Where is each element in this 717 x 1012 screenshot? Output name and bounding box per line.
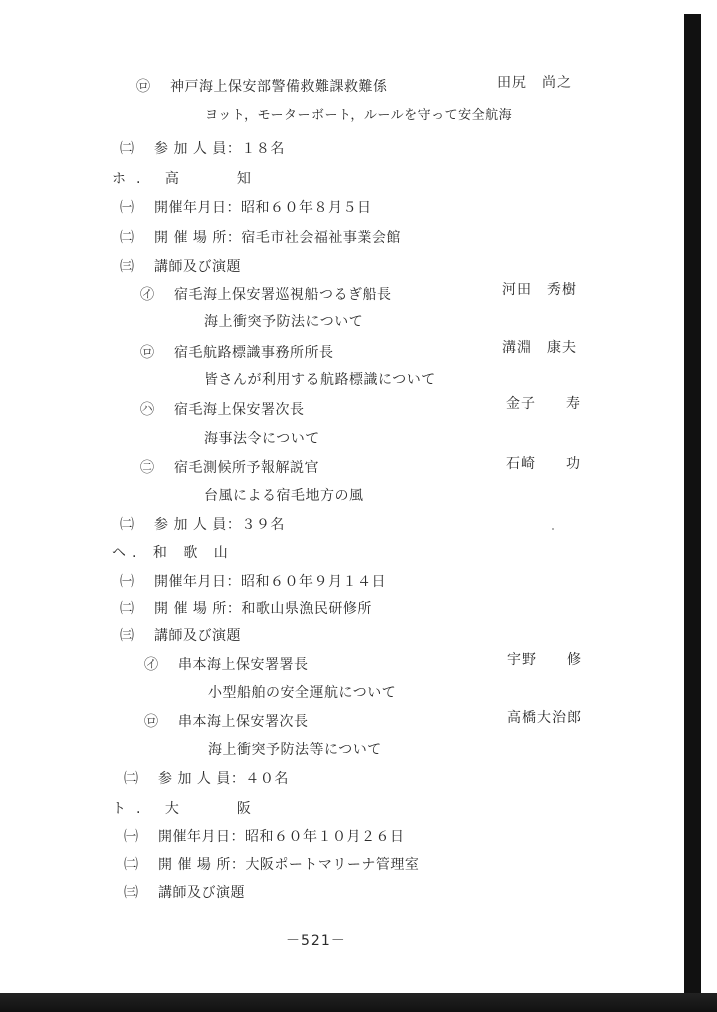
wakayama-date-line xyxy=(120,573,386,591)
date-text: 開催年月日：昭和６０年８月５日 xyxy=(154,200,372,216)
item-marker: ㋑ xyxy=(140,287,155,303)
item-marker: ㈠ xyxy=(124,829,139,845)
speaker-name: 河田 秀樹 xyxy=(502,282,577,298)
kochi-venue-line xyxy=(120,229,401,247)
item-marker: ㈡ xyxy=(124,771,139,787)
item-marker: ㈢ xyxy=(120,259,135,275)
osaka-lectures-line xyxy=(124,884,245,902)
speaker-title: 串本海上保安署署長 xyxy=(178,657,309,673)
wakayama-speaker-2 xyxy=(144,713,309,731)
date-text: 開催年月日：昭和６０年１０月２６日 xyxy=(158,829,405,845)
venue-text: 開 催 場 所：和歌山県漁民研修所 xyxy=(154,601,372,617)
speaker-title: 串本海上保安署次長 xyxy=(178,714,309,730)
section-heading-osaka: ト. 大 阪 xyxy=(112,801,261,817)
item-marker: ㈡ xyxy=(120,230,135,246)
lecture-topic: ヨット，モーターボート，ルールを守って安全航海 xyxy=(205,108,513,123)
speaker-title: 宿毛測候所予報解説官 xyxy=(174,460,319,476)
kochi-speaker-3 xyxy=(140,401,305,419)
item-marker: ㈠ xyxy=(120,574,135,590)
lecture-topic: 海事法令について xyxy=(204,431,320,447)
item-marker: ㈢ xyxy=(120,628,135,644)
item-marker: ㈡ xyxy=(124,857,139,873)
lectures-heading: 講師及び演題 xyxy=(158,885,245,901)
attendance-text: 参 加 人 員：１８名 xyxy=(154,141,285,157)
item-marker: ㊁ xyxy=(140,460,155,476)
attendance-text: 参 加 人 員：３９名 xyxy=(154,517,285,533)
item-marker: ㈢ xyxy=(124,885,139,901)
section-heading-wakayama: ヘ. 和 歌 山 xyxy=(112,545,234,561)
scan-edge-right xyxy=(684,14,701,1012)
lectures-heading: 講師及び演題 xyxy=(154,628,241,644)
scan-speck xyxy=(552,528,554,530)
lecture-topic: 海上衝突予防法等について xyxy=(208,742,382,758)
item-marker: ㈠ xyxy=(120,200,135,216)
speaker-name: 宇野 修 xyxy=(507,652,582,668)
scan-edge-bottom xyxy=(0,993,717,1012)
item-marker: ㈡ xyxy=(120,601,135,617)
venue-text: 開 催 場 所：宿毛市社会福祉事業会館 xyxy=(154,230,401,246)
speaker-title: 宿毛航路標識事務所所長 xyxy=(174,345,334,361)
lecture-topic: 台風による宿毛地方の風 xyxy=(204,488,364,504)
speaker-name: 高橋大治郎 xyxy=(507,710,582,726)
item-marker: ㋑ xyxy=(144,657,159,673)
item-marker: ㋺ xyxy=(136,79,151,95)
wakayama-venue-line xyxy=(120,600,372,618)
item-marker: ㈡ xyxy=(120,141,135,157)
item-marker: ㈡ xyxy=(120,517,135,533)
item-marker: ㋺ xyxy=(140,345,155,361)
speaker-name: 石崎 功 xyxy=(506,456,581,472)
venue-text: 開 催 場 所：大阪ポートマリーナ管理室 xyxy=(158,857,420,873)
lecture-topic: 海上衝突予防法について xyxy=(204,314,364,330)
wakayama-attendance-line xyxy=(124,770,289,788)
date-text: 開催年月日：昭和６０年９月１４日 xyxy=(154,574,386,590)
section-heading-kochi: ホ. 高 知 xyxy=(112,171,261,187)
page-number: －521－ xyxy=(286,933,346,949)
speaker-name: 金子 寿 xyxy=(506,396,581,412)
kochi-lectures-line xyxy=(120,258,241,276)
attendance-line xyxy=(120,140,285,158)
osaka-venue-line xyxy=(124,856,419,874)
kochi-attendance-line xyxy=(120,516,285,534)
lecture-topic: 小型船舶の安全運航について xyxy=(208,685,397,701)
kochi-date-line xyxy=(120,199,372,217)
item-marker: ㋺ xyxy=(144,714,159,730)
speaker-title: 宿毛海上保安署巡視船つるぎ船長 xyxy=(174,287,392,303)
osaka-date-line xyxy=(124,828,405,846)
kochi-speaker-4 xyxy=(140,459,319,477)
wakayama-speaker-1 xyxy=(144,656,309,674)
speaker-title: 神戸海上保安部警備救難課救難係 xyxy=(170,79,388,95)
speaker-name: 溝淵 康夫 xyxy=(502,340,577,356)
kochi-speaker-2 xyxy=(140,344,334,362)
wakayama-lectures-line xyxy=(120,627,241,645)
lectures-heading: 講師及び演題 xyxy=(154,259,241,275)
kochi-speaker-1 xyxy=(140,286,392,304)
item-marker: ㋩ xyxy=(140,402,155,418)
speaker-title: 宿毛海上保安署次長 xyxy=(174,402,305,418)
speaker-name: 田尻 尚之 xyxy=(497,75,572,91)
attendance-text: 参 加 人 員：４０名 xyxy=(158,771,289,787)
lecture-topic: 皆さんが利用する航路標識について xyxy=(204,372,436,388)
kobe-speaker-line xyxy=(136,78,388,96)
